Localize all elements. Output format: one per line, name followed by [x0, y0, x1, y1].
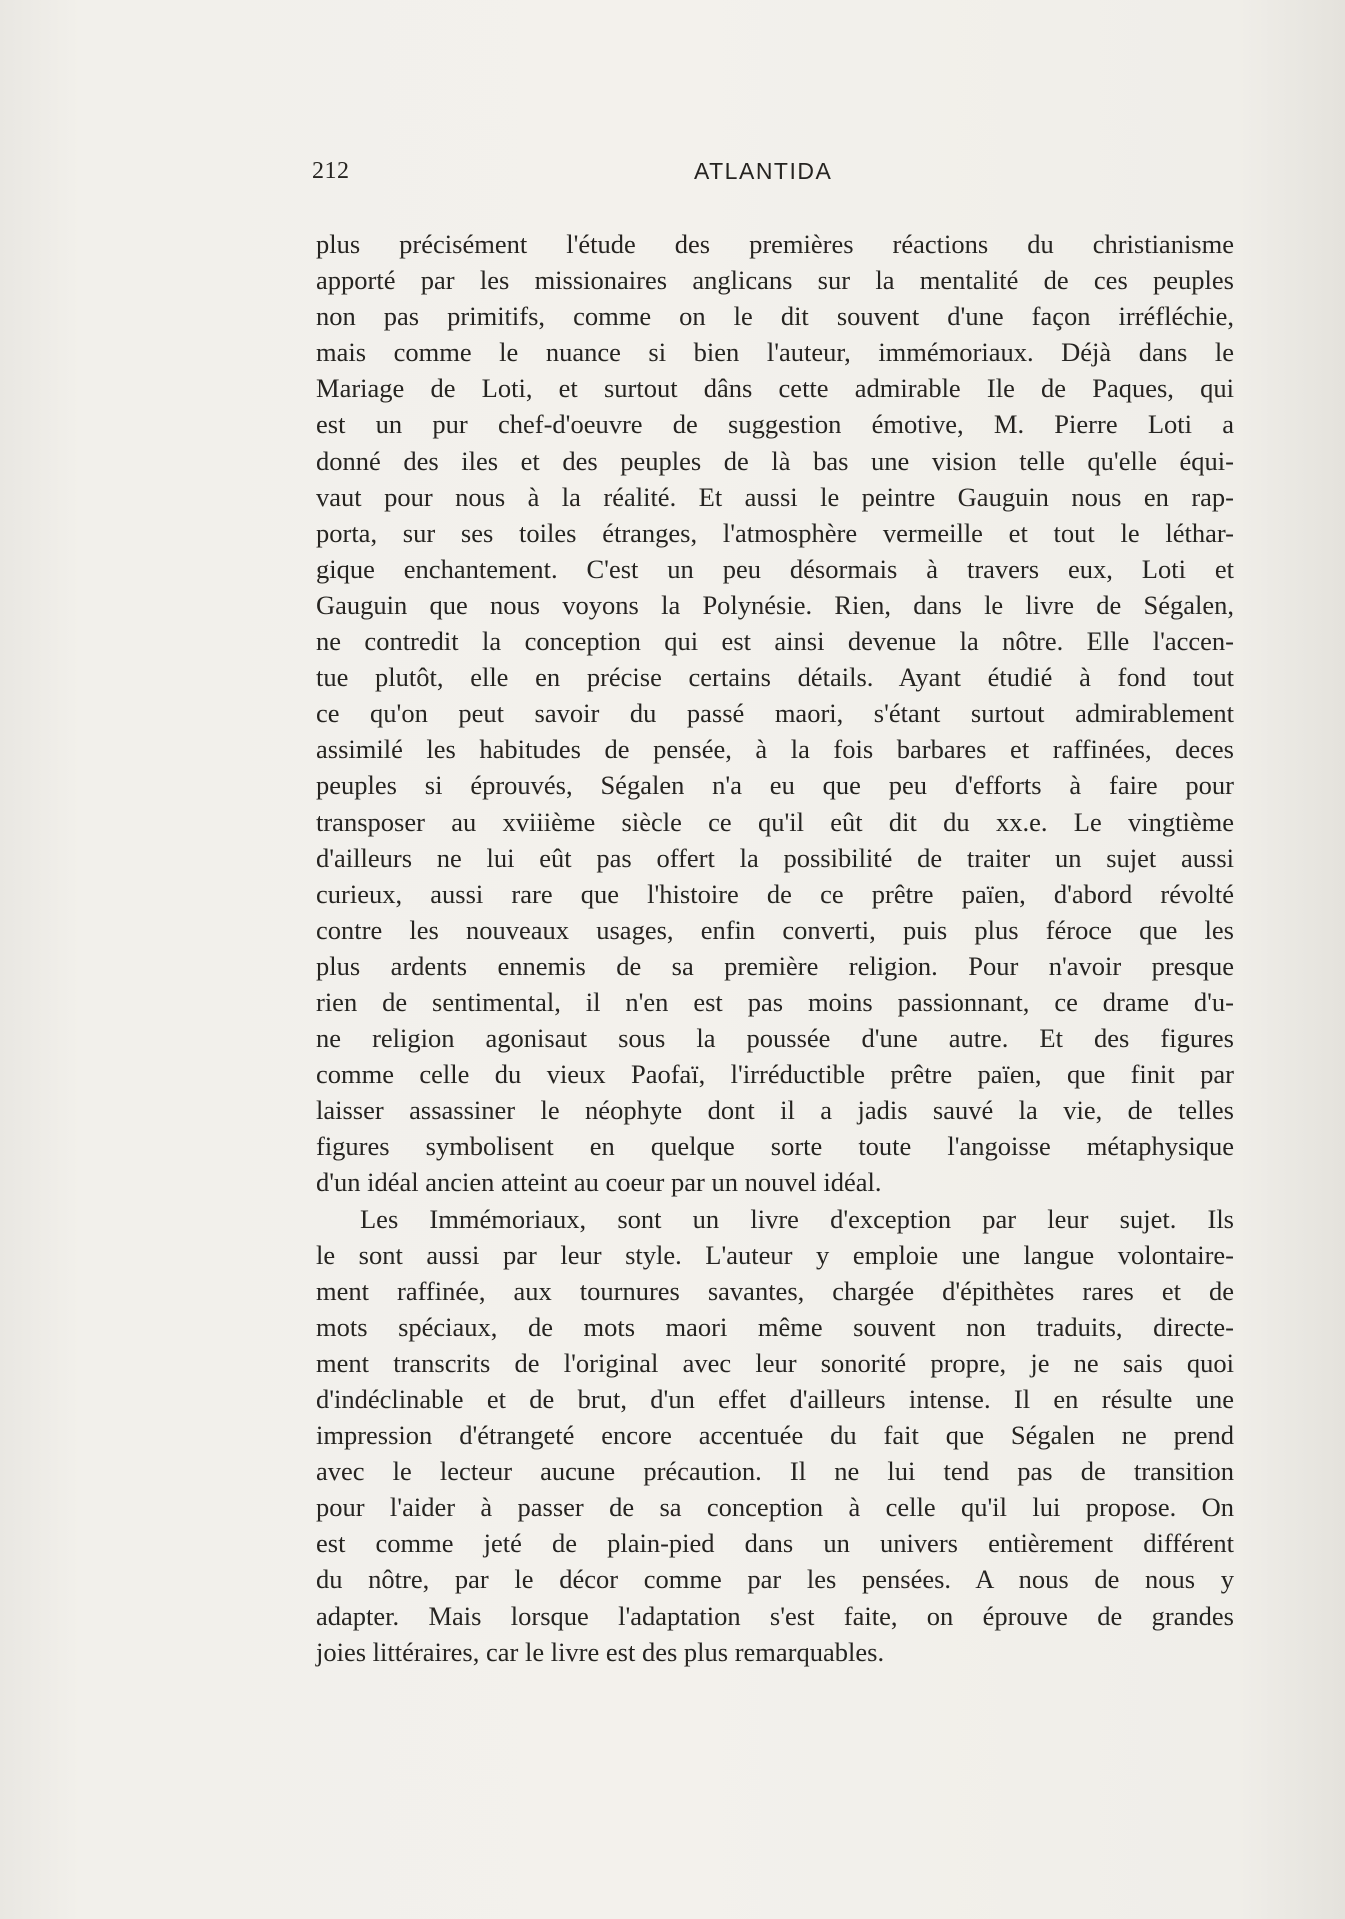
running-title: ATLANTIDA [694, 158, 833, 184]
text-line: ne contredit la conception qui est ainsi devenue la nôtre. Elle l'accen- [316, 626, 1234, 657]
text-line: non pas primitifs, comme on le dit souvent d'une façon irréfléchie, [316, 301, 1234, 332]
text-line: d'ailleurs ne lui eût pas offert la possibilité de traiter un sujet aussi [316, 842, 1234, 873]
text-line: comme celle du vieux Paofaï, l'irréductible prêtre païen, que finit par [316, 1059, 1234, 1090]
text-line: ment raffinée, aux tournures savantes, chargée d'épithètes rares et de [316, 1275, 1234, 1306]
page-header [312, 158, 852, 192]
paragraph-2 [316, 1201, 1234, 1670]
text-line: du nôtre, par le décor comme par les pensées. A nous de nous y [316, 1564, 1234, 1595]
text-line: est un pur chef-d'oeuvre de suggestion émotive, M. Pierre Loti a [316, 409, 1234, 440]
text-line: donné des iles et des peuples de là bas une vision telle qu'elle équi- [316, 445, 1234, 476]
text-line: avec le lecteur aucune précaution. Il ne lui tend pas de transition [316, 1456, 1234, 1487]
text-line: est comme jeté de plain-pied dans un univers entièrement différent [316, 1528, 1234, 1559]
text-line: ment transcrits de l'original avec leur sonorité propre, je ne sais quoi [316, 1347, 1234, 1378]
text-line: adapter. Mais lorsque l'adaptation s'est faite, on éprouve de grandes [316, 1600, 1234, 1631]
text-line: Mariage de Loti, et surtout dâns cette admirable Ile de Paques, qui [316, 373, 1234, 404]
text-line: ce qu'on peut savoir du passé maori, s'étant surtout admirablement [316, 698, 1234, 729]
text-line: rien de sentimental, il n'en est pas moins passionnant, ce drame d'u- [316, 986, 1234, 1017]
text-line: mots spéciaux, de mots maori même souvent non traduits, directe- [316, 1311, 1234, 1342]
text-line: plus précisément l'étude des premières réactions du christianisme [316, 229, 1234, 259]
text-line: transposer au xviiième siècle ce qu'il eût dit du xx.e. Le vingtième [316, 806, 1234, 837]
text-line: d'un idéal ancien atteint au coeur par un nouvel idéal. [316, 1167, 882, 1198]
text-line: gique enchantement. C'est un peu désormais à travers eux, Loti et [316, 553, 1234, 584]
text-line: joies littéraires, car le livre est des plus remarquables. [316, 1636, 885, 1667]
page-number: 212 [312, 158, 350, 184]
text-line: pour l'aider à passer de sa conception à celle qu'il lui propose. On [316, 1492, 1234, 1523]
text-line: mais comme le nuance si bien l'auteur, immémoriaux. Déjà dans le [316, 337, 1234, 368]
text-line: vaut pour nous à la réalité. Et aussi le peintre Gauguin nous en rap- [316, 481, 1234, 512]
text-line: Gauguin que nous voyons la Polynésie. Rien, dans le livre de Ségalen, [316, 589, 1234, 620]
text-line: ne religion agonisaut sous la poussée d'une autre. Et des figures [316, 1023, 1234, 1054]
text-line: impression d'étrangeté encore accentuée du fait que Ségalen ne prend [316, 1420, 1234, 1451]
text-line: contre les nouveaux usages, enfin converti, puis plus féroce que les [316, 914, 1234, 945]
text-line: figures symbolisent en quelque sorte toute l'angoisse métaphysique [316, 1131, 1234, 1162]
text-line: le sont aussi par leur style. L'auteur y emploie une langue volontaire- [316, 1239, 1234, 1270]
text-line: laisser assassiner le néophyte dont il a jadis sauvé la vie, de telles [316, 1095, 1234, 1126]
paragraph-1 [316, 226, 1234, 1201]
text-line: porta, sur ses toiles étranges, l'atmosphère vermeille et tout le léthar- [316, 517, 1234, 548]
text-line: plus ardents ennemis de sa première religion. Pour n'avoir presque [316, 950, 1234, 981]
body-text [316, 226, 1234, 1670]
text-line: curieux, aussi rare que l'histoire de ce prêtre païen, d'abord révolté [316, 878, 1234, 909]
text-line: Les Immémoriaux, sont un livre d'exception par leur sujet. Ils [360, 1203, 1234, 1234]
text-line: tue plutôt, elle en précise certains détails. Ayant étudié à fond tout [316, 662, 1234, 693]
text-line: assimilé les habitudes de pensée, à la fois barbares et raffinées, deces [316, 734, 1234, 765]
text-line: apporté par les missionaires anglicans sur la mentalité de ces peuples [316, 265, 1234, 296]
text-line: d'indéclinable et de brut, d'un effet d'ailleurs intense. Il en résulte une [316, 1384, 1234, 1414]
text-line: peuples si éprouvés, Ségalen n'a eu que peu d'efforts à faire pour [316, 770, 1234, 801]
